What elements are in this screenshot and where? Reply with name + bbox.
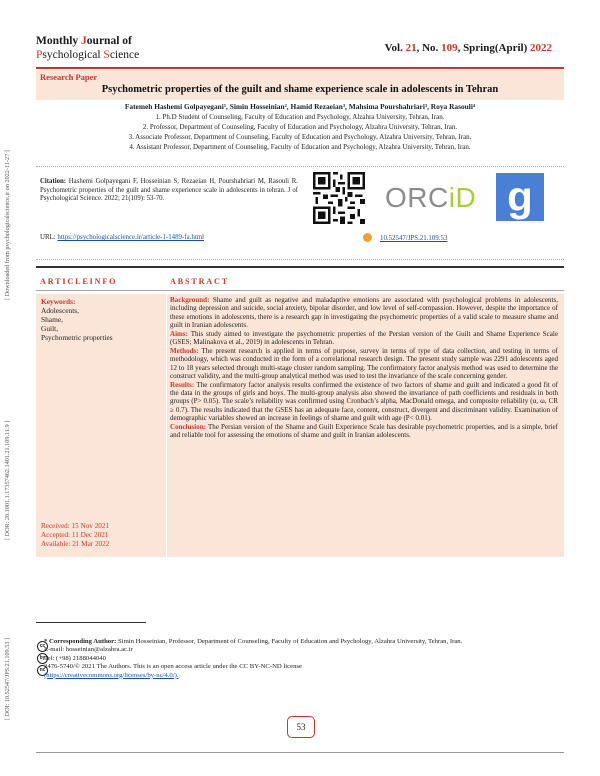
keyword: Psychometric properties [41, 333, 113, 342]
footnote-rule [36, 622, 146, 623]
date-received: Received: 15 Nov 2021 [41, 522, 110, 530]
google-scholar-logo: g [496, 173, 544, 221]
keyword: Adolescents, [41, 306, 79, 315]
affiliation-1: 1. Ph.D Student of Counseling, Faculty of Education and Psychology, Alzahra University, Tehran, Iran. [155, 113, 445, 121]
doi [380, 235, 447, 242]
corresponding-author-footnote: * Corresponding Author: Simin Hosseinian, Professor, Department of Counseling, Faculty of Education and Psychology, Alzahra University, Tehran, Iran. E-mail: hosseinian@alzahra.ac.ir Tel: (+98) 2188044040 2476-5740/© 2021 The Authors. This is an open access article under the CC BY-NC-ND license (https://creativecommons.org/licenses/by-nc/4.0/). [44, 638, 463, 679]
article-url: URL: https://psychologicalscience.ir/article-1-1489-fa.html [40, 234, 204, 241]
doi-icon [363, 233, 372, 242]
abstract-heading: ABSTRACT [170, 277, 229, 286]
paper-type: Research Paper [40, 72, 98, 82]
cc-icon: cc [37, 641, 48, 652]
affiliation-2: 2. Professor, Department of Counseling, Faculty of Education and Psychology, Alzahra University, Tehran, Iran. [142, 123, 458, 131]
side-note-downloaded: [ Downloaded from psychologicalscience.ir on 2022-11-27 ] [4, 150, 11, 300]
journal-name: Monthly Journal of Psychological Science [36, 35, 140, 61]
volume-info: Vol. 21, No. 109, Spring(April) 2022 [384, 42, 552, 54]
by-icon: by [37, 653, 48, 664]
orcid-logo: ORCiD [385, 182, 477, 213]
keyword: Guilt, [41, 324, 59, 333]
license-link[interactable]: (https://creativecommons.org/licenses/by-nc/4.0/). [44, 671, 179, 679]
paper-title: Psychometric properties of the guilt and shame experience scale in adolescents in Tehran [101, 84, 499, 95]
header-rule [36, 67, 564, 69]
date-accepted: Accepted: 11 Dec 2021 [41, 531, 109, 539]
section-rule [36, 266, 564, 268]
author-list: Fatemeh Hashemi Golpayegani¹, Simin Hosseinian², Hamid Rezaeian³, Mahsima Pourshahriari³, Roya Rasouli⁴ [124, 102, 476, 111]
doi-link[interactable]: 10.52547/JPS.21.109.53 [380, 235, 448, 242]
qr-code-icon [313, 172, 365, 224]
nc-icon: nc [37, 665, 48, 676]
heading-rule [36, 290, 564, 291]
page-number: 53 [287, 716, 315, 738]
keyword: Shame, [41, 315, 63, 324]
bottom-rule [36, 752, 564, 753]
abstract-text: Background: Shame and guilt as negative and maladaptive emotions are associated with psychological problems in adolescents, including depression and suicide, social anxiety, bipolar disorder, and low level of self-compassion. However, despite the importance of these emotions in adolescents, there is a research gap in investigating the psychometric properties of a valid scale to measure shame and guilt in Iranian adolescents. Aims: This study aimed to investigate the psychometric properties of the Persian version of the Guilt and Shame Experience Scale (GSES; Malinakova et al., 2019) in adolescents in Tehran. Methods: The present research is applied in terms of purpose, survey in terms of type of data collection, and testing in terms of methodology, which was conducted in the form of a correlational research design. The present study sample was 2291 adolescents aged 12 to 18 years selected through multi-stage cluster random sampling. The confirmatory factor analysis method was used to determine the construct validity, and the multi-group analytical method was used to test the invariance of the scale concerning gender. Results: The confirmatory factor analysis results confirmed the existence of two factors of shame and guilt and indicated a good fit of the data in the groups of girls and boys. The multi-group analysis also showed the invariance of path coefficients and residuals in both groups (P> 0.05). The scale’s reliability was confirmed using Cronbach’s alpha, MacDonald omega, and composite reliability (α, ω, CR ≥ 0.7). The results indicated that the GSES has an adequate face, content, construct, divergent and discriminant validity. Examination of demographic variables showed an increase in feelings of shame and guilt with age (P< 0.01). Conclusion: The Persian version of the Shame and Guilt Experience Scale has desirable psychometric properties, and is a simple, brief and reliable tool for assessing the emotions of shame and guilt in Iranian adolescents. [170, 296, 559, 440]
citation: Citation: Hashemi Golpayegani F, Hosseinian S, Rezaeian H, Pourshahriari M, Rasouli R. Psychometric properties of the guilt and shame experience scale in adolescents in tehran. J of Psychological Science. 2022; 21(109): 53-70. [40, 178, 298, 203]
date-available: Available: 21 Mar 2022 [41, 540, 110, 548]
article-info-heading: ARTICLEINFO [40, 277, 118, 286]
affiliation-4: 4. Assistant Professor, Department of Counseling, Faculty of Education and Psychology, Alzahra University, Tehran, Iran. [129, 143, 471, 151]
side-note-dor: [ DOR: 20.1001.1.17357462.1401.21.109.11.9 ] [4, 420, 11, 540]
side-note-doi: [ DOI: 10.52547/JPS.21.109.53 ] [4, 638, 11, 720]
keywords-heading: Keywords: [41, 297, 76, 306]
affiliation-3: 3. Associate Professor, Department of Counseling, Faculty of Education and Psychology, Alzahra University, Tehran, Iran. [128, 133, 472, 141]
article-link[interactable]: https://psychologicalscience.ir/article-1-1489-fa.html [57, 234, 204, 241]
